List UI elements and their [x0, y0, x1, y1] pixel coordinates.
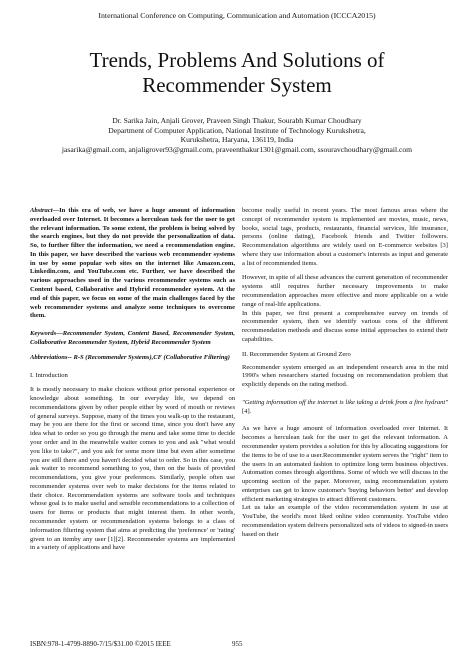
left-column: [30, 207, 235, 553]
overload-paragraph: As we have a huge amount of information overloaded over Internet. It becomes a herculean task for the user to get the relevant information. A recommender system provides a solution for this by allocating suggestions for the items to be of use to a user.Recommender system serves the "right" item to the users in an automated fashion to optimize long term business objectives. Automation comes through algorithms. Some of which we will discuss in the upcoming section of the paper. Moreover, using recommendation system enterprises can get to know customer's 'buying behaviors better' and develop efficient marketing strategies to attract different customers.: [242, 425, 448, 503]
quote-text: "Getting information off the internet is like taking a drink from a fire hydrant": [242, 398, 448, 406]
abstract-label: Abstract: [30, 207, 53, 214]
author-names: Dr. Sarika Jain, Anjali Grover, Praveen Singh Thakur, Sourabh Kumar Choudhary: [112, 116, 362, 125]
author-emails: jasarika@gmail.com, anjaligrover93@gmail.com, praveenthakur1301@gmail.com, ssouravchoudhary@gmail.com: [61, 144, 413, 154]
right-paragraph-3: In this paper, we first present a comprehensive survey on trends of recommender system, then we identify various cons of the different recommendation methods and discuss some initial approaches to extend their capabilities.: [242, 309, 448, 343]
title-line-2: Recommender System: [142, 73, 332, 97]
author-address: Kurukshetra, Haryana, 136119, India: [180, 135, 294, 145]
paper-title: [0, 48, 474, 98]
keywords-label: Keywords: [30, 330, 57, 338]
quote: [242, 399, 448, 417]
right-column: [242, 207, 448, 540]
abstract: [30, 207, 235, 321]
right-paragraph-1: become really useful in recent years. The most famous areas where the concept of recommender system is implemented are movies, music, news, books, social tags, products, restaurants, financial services, life insurance, persons (online dating), Facebook friends and Twitter followers. Recommendation algorithms are widely used on E-commerce websites [3] where they use information about a customer's interests as input and generate a list of recommended items.: [242, 207, 448, 267]
keywords: [30, 330, 235, 348]
author-block: [0, 116, 474, 154]
author-affiliation: Department of Computer Application, National Institute of Technology Kurukshetra,: [108, 125, 366, 135]
section-heading-introduction: I. Introduction: [30, 371, 68, 379]
abstract-text: —In this era of web, we have a huge amount of information overloaded over Internet. It becomes a herculean task for the user to get the relevant information. To some extent, the problem is being solved by the search engines, but they do not provide the personalization of data. So, to further filter the information, we need a recommendation engine. In this paper, we have described the various web recommender systems in use by some popular web sites on the internet like Amazon.com, Linkedin.com, and YouTube.com etc. Further, we have described the various approaches used in the various recommender systems such as Content based, Collaborative and Hybrid recommender system. At the end of this paper, we focus on some of the main challenges faced by the web recommender systems and analyze some techniques to overcome them.: [30, 207, 235, 320]
page-number: 955: [232, 640, 243, 648]
title-line-1: Trends, Problems And Solutions of: [89, 48, 385, 72]
keywords-text: —Recommender System, Content Based, Recommender System, Collaborative Recommender System, Hybrid Recommender System: [30, 330, 235, 346]
quote-reference: [4].: [242, 407, 252, 415]
section-heading-ground-zero: II. Recommender System at Ground Zero: [242, 350, 351, 358]
abbreviations-text: R-S (Recommender Systems),CF (Collaborative Filtering): [71, 353, 230, 361]
conference-header: International Conference on Computing, Communication and Automation (ICCCA2015): [98, 11, 376, 20]
abbreviations-label: Abbreviations--: [30, 353, 72, 361]
footer-isbn: ISBN:978-1-4799-8890-7/15/$31.00 ©2015 IEEE: [30, 640, 171, 648]
intro-paragraph: It is mostly necessary to make choices without prior personal experience or knowledge about something. In our everyday life, we depend on recommendations given by other people either by word of mouth or reviews of general surveys. Suppose, many of the times you walk-up to the restaurant, may be you are there for the first or second time, since you don't have any idea what to order so you go through the menu and take some time to decide your order and in the meanwhile waiter comes to you and ask "what would you like to take?", and you ask for some more time but even after sometime you are still there and you haven't decided what to order. So in this case, you ask waiter to recommend something to you, then on the basis of provided recommendations, you give your preferences. Similarly, people often use recommender systems over web to make decisions for the items related to their choice. Recommendation systems are software tools and techniques whose goal is to make useful and sensible recommendations to a collection of users for items or products that might interest them. In other words, recommender system or recommendation systems belongs to a class of information filtering system that aims at predicting the 'preference' or 'rating' given to an itemby any user [1][2]. Recommender systems are implemented in a variety of applications and have: [30, 386, 235, 552]
abbreviations: [30, 354, 235, 363]
youtube-paragraph: Let us take an example of the video recommendation system in use at YouTube, the world's most liked online video community. YouTube video recommendation system delivers personalized sets of videos to signed-in users based on their: [242, 504, 448, 538]
right-paragraph-2: However, in spite of all these advances the current generation of recommender systems still requires further necessary improvements to make recommendation approaches more effective and more applicable on a wide range of real-life applications.: [242, 274, 448, 308]
ground-zero-paragraph: Recommender system emerged as an independent research area in the mid 1990's when researchers started focusing on recommendation problem that explicitly depends on the rating method.: [242, 363, 448, 389]
